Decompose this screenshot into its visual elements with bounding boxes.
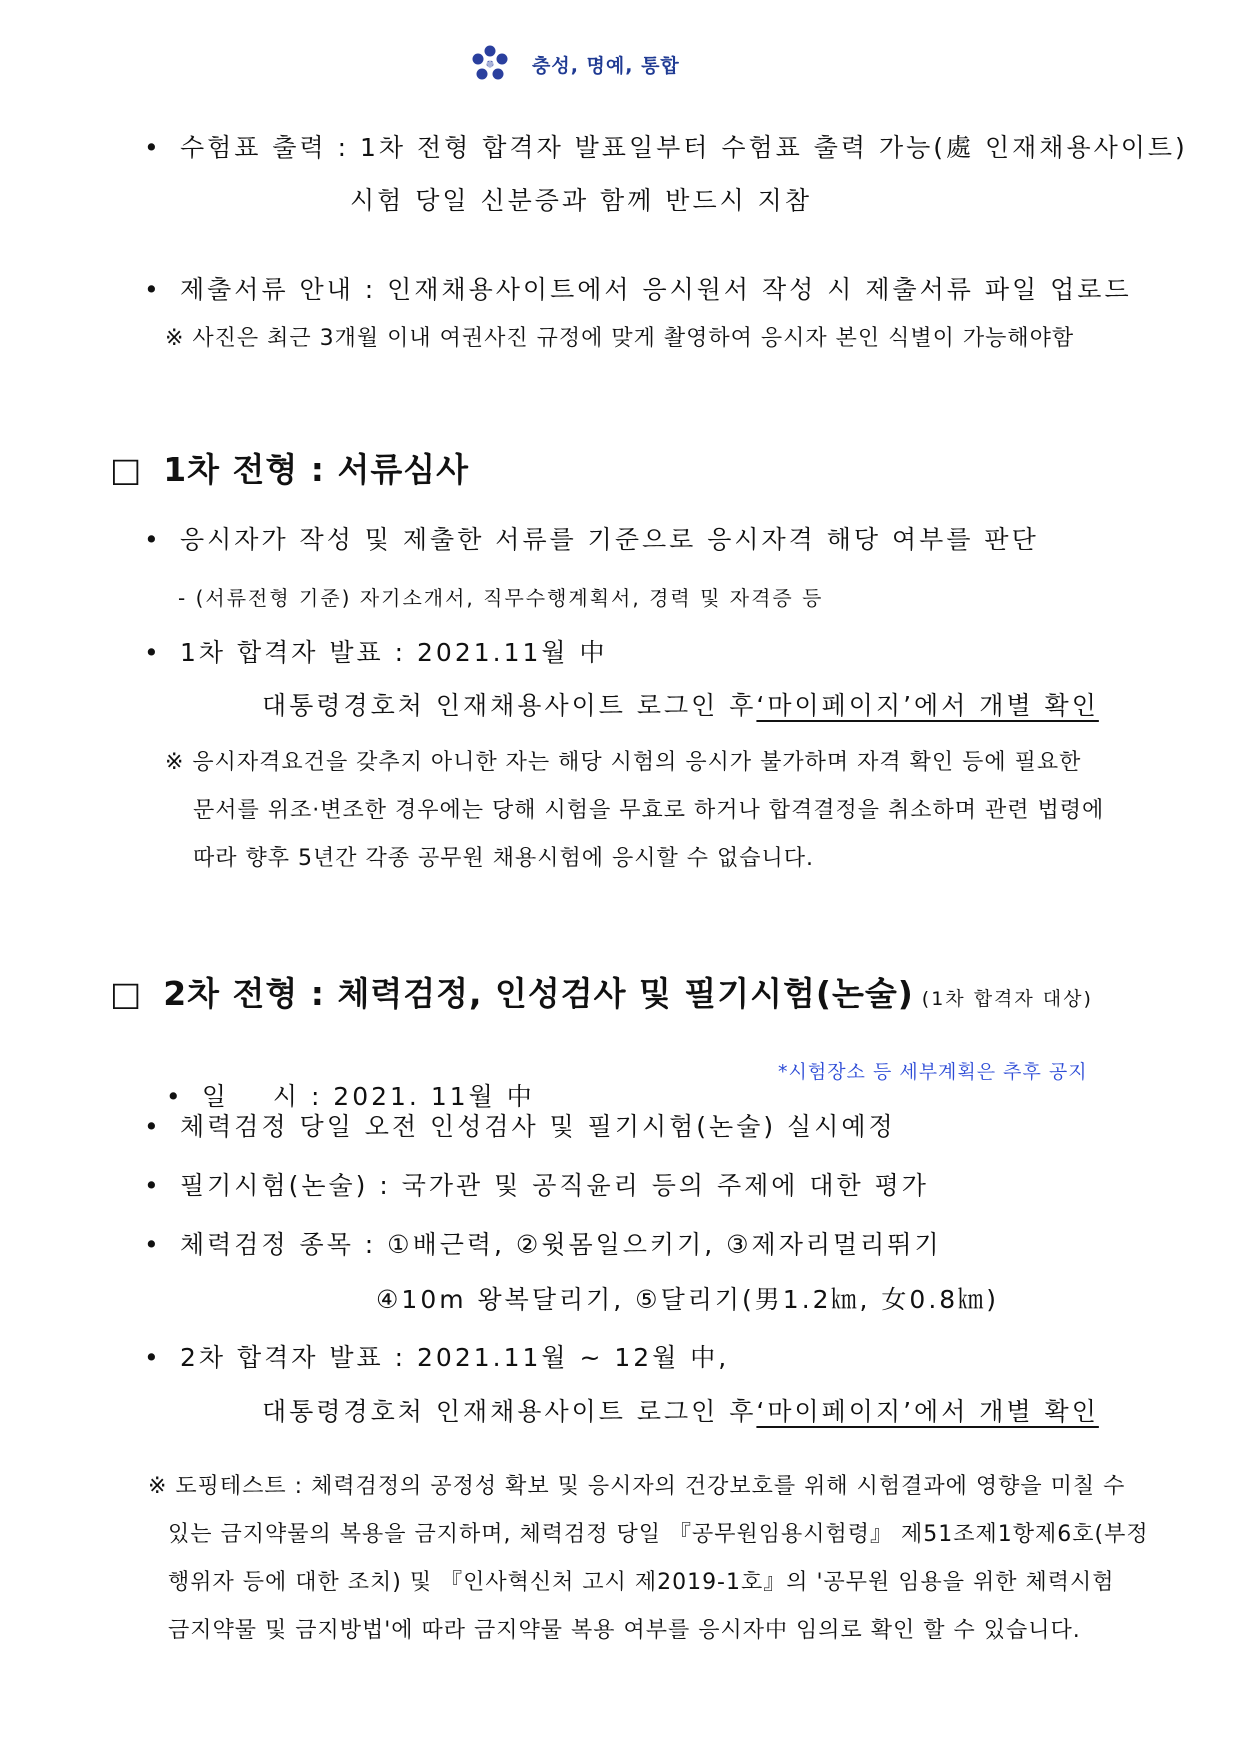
bullet: • <box>144 1171 162 1200</box>
stage2-date-text: 일 시 : 2021. 11월 中 <box>201 1082 535 1111</box>
fitness-items-text: 체력검정 종목 : ①배근력, ②윗몸일으키기, ③제자리멀리뛰기 <box>180 1230 942 1259</box>
checkbox-square-icon: □ <box>110 450 142 489</box>
checkbox-square-icon: □ <box>110 974 142 1013</box>
bullet: • <box>144 638 162 667</box>
bullet: • <box>144 133 162 162</box>
stage2-title: 2차 전형 : 체력검정, 인성검사 및 필기시험(논술) <box>163 974 914 1013</box>
exam-ticket-continuation: 시험 당일 신분증과 함께 반드시 지참 <box>350 186 812 215</box>
photo-note: ※ 사진은 최근 3개월 이내 여권사진 규정에 맞게 촬영하여 응시자 본인 식별이 가능해야함 <box>165 326 1075 351</box>
warning-line: 문서를 위조·변조한 경우에는 당해 시험을 무효로 하거나 합격결정을 취소하며 관련 법령에 <box>193 798 1105 823</box>
warning-line: 따라 향후 5년간 각종 공무원 채용시험에 응시할 수 없습니다. <box>193 846 814 871</box>
header-motto: 충성, 명예, 통합 <box>532 54 680 77</box>
stage1-sub1: - (서류전형 기준) 자기소개서, 직무수행계획서, 경력 및 자격증 등 <box>178 586 824 610</box>
doping-test-note <box>148 1463 1149 1655</box>
bullet: • <box>144 1343 162 1372</box>
doping-line: 있는 금지약물의 복용을 금지하며, 체력검정 당일 『공무원임용시험령』 제51조제1항제6호(부정 <box>168 1522 1149 1547</box>
eligibility-warning <box>165 739 1105 883</box>
mypage-confirm-underlined: ‘마이페이지’에서 개별 확인 <box>756 691 1099 720</box>
stage2-line3-text: 필기시험(논술) : 국가관 및 공직윤리 등의 주제에 대한 평가 <box>180 1171 929 1200</box>
exam-ticket-text: 수험표 출력 : 1차 전형 합격자 발표일부터 수험표 출력 가능(處 인재채용사이트) <box>180 133 1188 162</box>
bullet: • <box>165 1082 184 1111</box>
stage1-confirm <box>262 686 1099 722</box>
documents-line <box>144 270 1132 306</box>
stage2-heading <box>110 968 1093 1015</box>
stage2-announce-text: 2차 합격자 발표 : 2021.11월 ~ 12월 中, <box>180 1343 730 1372</box>
stage1-line1 <box>144 520 1039 556</box>
stage2-line2-text: 체력검정 당일 오전 인성검사 및 필기시험(논술) 실시예정 <box>180 1112 896 1141</box>
stage2-title-sub: (1차 합격자 대상) <box>921 988 1093 1010</box>
bullet: • <box>144 525 162 554</box>
stage2-confirm <box>262 1392 1099 1428</box>
documents-text: 제출서류 안내 : 인재채용사이트에서 응시원서 작성 시 제출서류 파일 업로드 <box>180 275 1132 304</box>
confirm-prefix: 대통령경호처 인재채용사이트 로그인 후 <box>262 1397 757 1426</box>
stage1-heading <box>110 444 469 491</box>
stage1-title: 1차 전형 : 서류심사 <box>163 450 469 489</box>
phoenix-flower-emblem-icon <box>470 44 510 84</box>
bullet: • <box>144 1112 162 1141</box>
warning-line: ※ 응시자격요건을 갖추지 아니한 자는 해당 시험의 응시가 불가하며 자격 확인 등에 필요한 <box>165 750 1082 775</box>
stage1-line2 <box>144 633 608 669</box>
stage2-line3 <box>144 1166 929 1202</box>
stage2-date-line <box>144 1048 535 1113</box>
confirm-prefix: 대통령경호처 인재채용사이트 로그인 후 <box>262 691 757 720</box>
bullet: • <box>144 1230 162 1259</box>
doping-line: 행위자 등에 대한 조치) 및 『인사혁신처 고시 제2019-1호』의 '공무원 임용을 위한 체력시험 <box>168 1570 1115 1595</box>
exam-ticket-line <box>144 128 1188 164</box>
mypage-confirm-underlined: ‘마이페이지’에서 개별 확인 <box>756 1397 1099 1426</box>
stage2-line4 <box>144 1225 942 1261</box>
stage2-line5 <box>144 1338 729 1374</box>
bullet: • <box>144 275 162 304</box>
venue-notice: *시험장소 등 세부계획은 추후 공지 <box>778 1061 1088 1083</box>
doping-line: ※ 도핑테스트 : 체력검정의 공정성 확보 및 응시자의 건강보호를 위해 시험결과에 영향을 미칠 수 <box>148 1474 1126 1499</box>
stage1-line1-text: 응시자가 작성 및 제출한 서류를 기준으로 응시자격 해당 여부를 판단 <box>180 525 1039 554</box>
stage2-line2 <box>144 1107 896 1143</box>
page-header <box>470 44 680 84</box>
fitness-items-continuation: ④10m 왕복달리기, ⑤달리기(男1.2㎞, 女0.8㎞) <box>376 1285 999 1314</box>
doping-line: 금지약물 및 금지방법'에 따라 금지약물 복용 여부를 응시자中 임의로 확인 할 수 있습니다. <box>168 1618 1081 1643</box>
stage1-announce-text: 1차 합격자 발표 : 2021.11월 中 <box>180 638 608 667</box>
